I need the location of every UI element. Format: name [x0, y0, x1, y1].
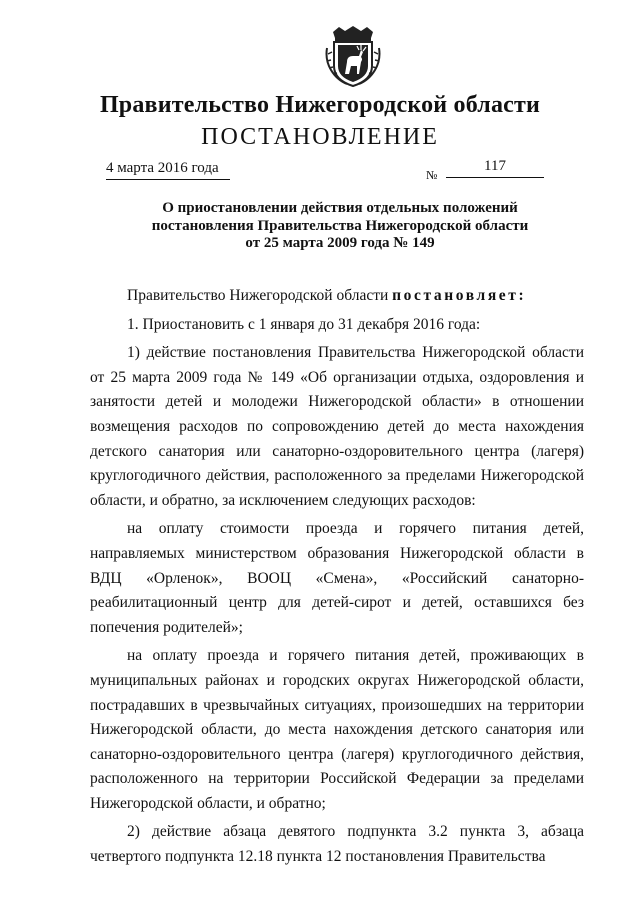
government-title: Правительство Нижегородской области [99, 92, 541, 118]
subject-line: от 25 марта 2009 года № 149 [245, 235, 435, 251]
document-type: ПОСТАНОВЛЕНИЕ [201, 124, 439, 150]
number-sign: № [426, 168, 438, 182]
subject-line: О приостановлении действия отдельных положений [162, 200, 518, 216]
document-body [90, 284, 584, 870]
preamble [90, 284, 584, 309]
item-1: 1. Приостановить с 1 января до 31 декабря 2016 года: [127, 315, 481, 333]
document-subject [110, 200, 570, 253]
document-number: 117 [446, 158, 544, 178]
subitem-2: 2) действие абзаца девятого подпункта 3.2 пункта 3, абзаца четвертого подпункта 12.18 пункта 12 постановления Правительства [90, 823, 584, 866]
preamble-text: Правительство Нижегородской области [127, 287, 393, 304]
subitem-1: 1) действие постановления Правительства Нижегородской области от 25 марта 2009 года № 149 «Об организации отдыха, оздоровления и занятости детей и молодежи Нижегородской области» в отношении возмещения расходов по сопровождению детей до места нахождения детского санатория или санаторно-оздоровительного центра (лагеря) круглогодичного действия, расположенного за пределами Нижегородской области, и обратно, за исключением следующих расходов: [90, 344, 584, 509]
preamble-verb: постановляет: [392, 287, 527, 304]
exception-1: на оплату стоимости проезда и горячего питания детей, направляемых министерством образования Нижегородской области в ВДЦ «Орленок», ВООЦ «Смена», «Российский санаторно-реабилитационный центр для детей-сирот и детей, оставшихся без попечения родителей»; [90, 520, 584, 636]
subject-line: постановления Правительства Нижегородской области [151, 217, 529, 234]
document-date: 4 марта 2016 года [106, 160, 230, 180]
exception-2: на оплату проезда и горячего питания детей, проживающих в муниципальных районах и городских округах Нижегородской области, пострадавших в чрезвычайных ситуациях, произошедших на территории Нижегородской области, до места нахождения детского санатория или санаторно-оздоровительного центра (лагеря) круглогодичного действия, расположенного на территории Российской Федерации за пределами Нижегородской области, и обратно; [90, 647, 584, 812]
coat-of-arms-icon [325, 26, 381, 88]
